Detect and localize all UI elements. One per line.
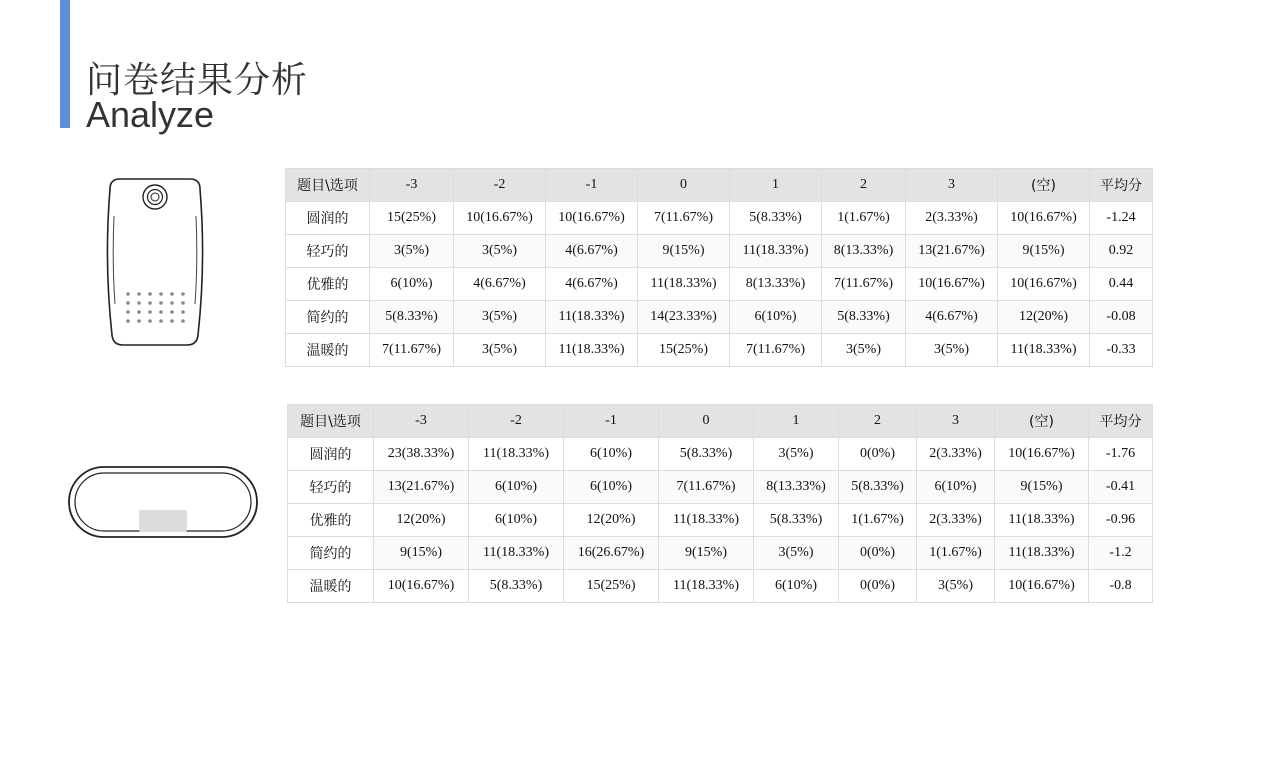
- table-cell: 10(16.67%): [998, 268, 1090, 301]
- header-cell: -2: [469, 405, 564, 438]
- table-cell: 7(11.67%): [822, 268, 906, 301]
- table-cell: 4(6.67%): [906, 301, 998, 334]
- header-cell: -1: [564, 405, 659, 438]
- page-title: 问卷结果分析: [86, 60, 309, 101]
- row-label: 简约的: [288, 537, 374, 570]
- row-label: 轻巧的: [288, 471, 374, 504]
- table-cell: 3(5%): [754, 438, 839, 471]
- table-cell: 13(21.67%): [374, 471, 469, 504]
- table-cell: 6(10%): [469, 471, 564, 504]
- table-cell: 2(3.33%): [917, 438, 995, 471]
- table-row: [286, 301, 1153, 334]
- device-illustration-horizontal: [66, 464, 260, 540]
- table-cell: 2(3.33%): [917, 504, 995, 537]
- table-row: [286, 268, 1153, 301]
- table-cell: -0.96: [1089, 504, 1153, 537]
- table-cell: 11(18.33%): [730, 235, 822, 268]
- header-cell: 3: [906, 169, 998, 202]
- survey-table-2: [287, 404, 1153, 603]
- table-cell: 23(38.33%): [374, 438, 469, 471]
- table-cell: 9(15%): [638, 235, 730, 268]
- page-subtitle: Analyze: [86, 94, 215, 135]
- table-cell: 16(26.67%): [564, 537, 659, 570]
- header-cell: -2: [454, 169, 546, 202]
- table-cell: 11(18.33%): [995, 537, 1089, 570]
- table-cell: 4(6.67%): [546, 268, 638, 301]
- row-label: 圆润的: [286, 202, 370, 235]
- header-cell: (空): [995, 405, 1089, 438]
- table-cell: -0.41: [1089, 471, 1153, 504]
- table-cell: 15(25%): [638, 334, 730, 367]
- table-cell: 10(16.67%): [998, 202, 1090, 235]
- table-cell: 4(6.67%): [546, 235, 638, 268]
- table-cell: 6(10%): [370, 268, 454, 301]
- table-cell: 5(8.33%): [839, 471, 917, 504]
- table-cell: 7(11.67%): [730, 334, 822, 367]
- row-label: 圆润的: [288, 438, 374, 471]
- table-cell: 1(1.67%): [822, 202, 906, 235]
- table-cell: 10(16.67%): [995, 570, 1089, 603]
- header-cell: (空): [998, 169, 1090, 202]
- header-cell: 1: [730, 169, 822, 202]
- row-label: 温暖的: [288, 570, 374, 603]
- table-cell: 5(8.33%): [730, 202, 822, 235]
- header-cell: 0: [659, 405, 754, 438]
- table-cell: -1.24: [1090, 202, 1153, 235]
- table-cell: 6(10%): [754, 570, 839, 603]
- table-cell: 3(5%): [822, 334, 906, 367]
- table-cell: 11(18.33%): [659, 504, 754, 537]
- header-cell: 题目\选项: [288, 405, 374, 438]
- table-cell: 12(20%): [564, 504, 659, 537]
- row-label: 优雅的: [288, 504, 374, 537]
- table-cell: 14(23.33%): [638, 301, 730, 334]
- table-cell: 10(16.67%): [546, 202, 638, 235]
- table-cell: 8(13.33%): [730, 268, 822, 301]
- table-cell: 9(15%): [659, 537, 754, 570]
- row-label: 简约的: [286, 301, 370, 334]
- table-cell: 11(18.33%): [659, 570, 754, 603]
- table-cell: 11(18.33%): [546, 334, 638, 367]
- table-cell: 12(20%): [374, 504, 469, 537]
- table-cell: 5(8.33%): [370, 301, 454, 334]
- table-cell: 10(16.67%): [454, 202, 546, 235]
- table-cell: 15(25%): [370, 202, 454, 235]
- header-cell: 0: [638, 169, 730, 202]
- table-row: [288, 570, 1153, 603]
- table-cell: 6(10%): [730, 301, 822, 334]
- table-cell: 0(0%): [839, 570, 917, 603]
- header-cell: 平均分: [1090, 169, 1153, 202]
- table-cell: 0.92: [1090, 235, 1153, 268]
- device-illustration-vertical: [104, 176, 206, 348]
- table-cell: 9(15%): [998, 235, 1090, 268]
- header-cell: 平均分: [1089, 405, 1153, 438]
- table-cell: 3(5%): [454, 334, 546, 367]
- header-cell: 1: [754, 405, 839, 438]
- table-cell: 15(25%): [564, 570, 659, 603]
- table-cell: 9(15%): [374, 537, 469, 570]
- table-cell: 11(18.33%): [469, 537, 564, 570]
- table-cell: 3(5%): [370, 235, 454, 268]
- table-cell: 8(13.33%): [754, 471, 839, 504]
- row-label: 优雅的: [286, 268, 370, 301]
- table-cell: 11(18.33%): [998, 334, 1090, 367]
- table-header-row: [288, 405, 1153, 438]
- table-cell: 13(21.67%): [906, 235, 998, 268]
- table-cell: 3(5%): [454, 301, 546, 334]
- table-cell: 6(10%): [469, 504, 564, 537]
- table-cell: 9(15%): [995, 471, 1089, 504]
- table-cell: 11(18.33%): [638, 268, 730, 301]
- table-cell: 6(10%): [564, 438, 659, 471]
- table-cell: 1(1.67%): [917, 537, 995, 570]
- header-cell: -1: [546, 169, 638, 202]
- table-cell: 7(11.67%): [370, 334, 454, 367]
- table-cell: 0(0%): [839, 537, 917, 570]
- header-cell: -3: [374, 405, 469, 438]
- row-label: 温暖的: [286, 334, 370, 367]
- table-cell: 7(11.67%): [659, 471, 754, 504]
- table-row: [288, 537, 1153, 570]
- header-cell: -3: [370, 169, 454, 202]
- table-cell: 6(10%): [917, 471, 995, 504]
- table-cell: -0.33: [1090, 334, 1153, 367]
- table-cell: 6(10%): [564, 471, 659, 504]
- table-cell: 2(3.33%): [906, 202, 998, 235]
- table-cell: 12(20%): [998, 301, 1090, 334]
- table-cell: 7(11.67%): [638, 202, 730, 235]
- table-cell: 3(5%): [917, 570, 995, 603]
- table-cell: 3(5%): [454, 235, 546, 268]
- table-cell: 10(16.67%): [995, 438, 1089, 471]
- table-row: [288, 471, 1153, 504]
- table-cell: 0.44: [1090, 268, 1153, 301]
- table-cell: -0.08: [1090, 301, 1153, 334]
- header-cell: 3: [917, 405, 995, 438]
- table-cell: 5(8.33%): [469, 570, 564, 603]
- survey-table-1: [285, 168, 1153, 367]
- table-cell: 10(16.67%): [374, 570, 469, 603]
- table-cell: -0.8: [1089, 570, 1153, 603]
- table-cell: 4(6.67%): [454, 268, 546, 301]
- table-cell: 5(8.33%): [822, 301, 906, 334]
- table-cell: -1.76: [1089, 438, 1153, 471]
- table-cell: 1(1.67%): [839, 504, 917, 537]
- accent-bar: [60, 0, 70, 128]
- table-cell: 5(8.33%): [659, 438, 754, 471]
- table-cell: 11(18.33%): [469, 438, 564, 471]
- header-cell: 2: [839, 405, 917, 438]
- row-label: 轻巧的: [286, 235, 370, 268]
- table-row: [288, 438, 1153, 471]
- table-cell: 8(13.33%): [822, 235, 906, 268]
- table-row: [286, 202, 1153, 235]
- header-cell: 题目\选项: [286, 169, 370, 202]
- table-cell: 11(18.33%): [546, 301, 638, 334]
- table-header-row: [286, 169, 1153, 202]
- table-cell: 0(0%): [839, 438, 917, 471]
- table-row: [286, 334, 1153, 367]
- table-row: [286, 235, 1153, 268]
- table-cell: 11(18.33%): [995, 504, 1089, 537]
- table-cell: 5(8.33%): [754, 504, 839, 537]
- table-cell: 3(5%): [906, 334, 998, 367]
- table-row: [288, 504, 1153, 537]
- table-cell: 3(5%): [754, 537, 839, 570]
- table-cell: -1.2: [1089, 537, 1153, 570]
- table-cell: 10(16.67%): [906, 268, 998, 301]
- header-cell: 2: [822, 169, 906, 202]
